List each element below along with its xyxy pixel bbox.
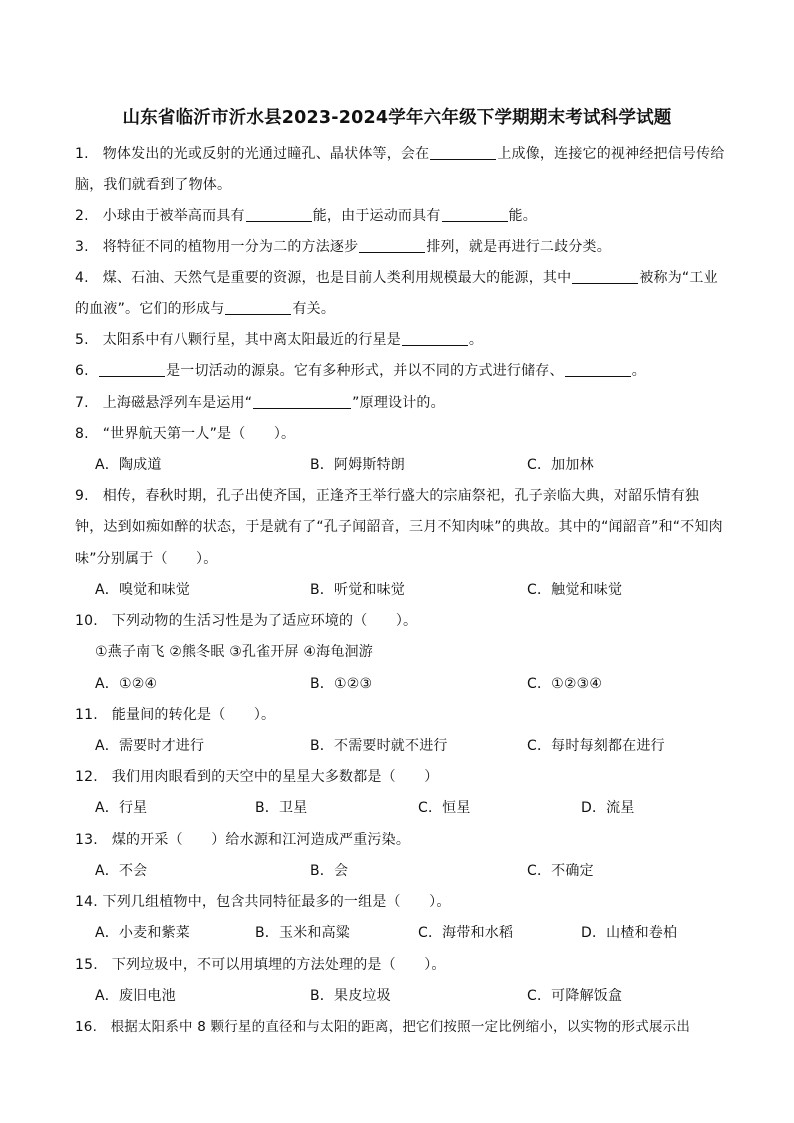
- question-text: 根据太阳系中 8 颗行星的直径和与太阳的距离，把它们按照一定比例缩小，以实物的形式展示出: [110, 1019, 691, 1035]
- question-number: 10.: [75, 613, 98, 629]
- answer-blank[interactable]: [253, 394, 351, 409]
- question-number: 13.: [75, 832, 98, 848]
- question-text: 能量间的转化是（ ）。: [111, 707, 276, 723]
- option-a[interactable]: A．嗅觉和味觉: [95, 582, 190, 598]
- question-text: ”原理设计的。: [352, 395, 445, 411]
- question-text: 被称为“工业: [639, 270, 718, 286]
- exam-title: 山东省临沂市沂水县2023-2024学年六年级下学期期末考试科学试题: [122, 108, 672, 128]
- option-b[interactable]: B．①②③: [310, 676, 373, 692]
- question-13: [75, 830, 410, 850]
- question-5: [75, 330, 483, 350]
- question-11: [75, 705, 275, 725]
- answer-blank[interactable]: [402, 331, 468, 346]
- option-a[interactable]: A．不会: [95, 863, 148, 879]
- question-text: 我们用肉眼看到的天空中的星星大多数都是（ ）: [111, 769, 439, 785]
- question-number: 7.: [75, 395, 89, 411]
- question-15: [75, 955, 446, 975]
- question-text: 下列动物的生活习性是为了适应环境的（ ）。: [111, 613, 418, 629]
- question-16: [75, 1017, 690, 1037]
- question-text: 相传，春秋时期，孔子出使齐国，正逢齐王举行盛大的宗庙祭祀，孔子亲临大典，对韶乐情有独: [102, 488, 700, 504]
- option-b[interactable]: B．不需要时就不进行: [310, 738, 448, 754]
- option-c[interactable]: C．触觉和味觉: [527, 582, 623, 598]
- question-number: 2.: [75, 208, 89, 224]
- question-number: 8.: [75, 426, 89, 442]
- option-c[interactable]: C．恒星: [418, 800, 471, 816]
- option-b[interactable]: B．果皮垃圾: [310, 988, 391, 1004]
- question-12: [75, 767, 438, 787]
- question-number: 4.: [75, 270, 89, 286]
- question-8: [75, 424, 295, 444]
- question-text: 上海磁悬浮列车是运用“: [102, 395, 253, 411]
- option-b[interactable]: B．听觉和味觉: [310, 582, 406, 598]
- question-number: 3.: [75, 239, 89, 255]
- question-9: [75, 486, 699, 506]
- question-number: 6.: [75, 363, 89, 379]
- option-a[interactable]: A．①②④: [95, 676, 158, 692]
- answer-blank[interactable]: [442, 207, 508, 222]
- option-d[interactable]: D．山楂和卷柏: [581, 925, 678, 941]
- question-text: 小球由于被举高而具有: [102, 208, 245, 224]
- option-a[interactable]: A．需要时才进行: [95, 738, 205, 754]
- option-c[interactable]: C．①②③④: [527, 676, 603, 692]
- question-text: 物体发出的光或反射的光通过瞳孔、晶状体等，会在: [102, 146, 430, 162]
- option-a[interactable]: A．小麦和紫菜: [95, 925, 190, 941]
- question-text: 有关。: [292, 301, 336, 317]
- question-4: [75, 268, 718, 288]
- question-text: 煤的开采（ ）给水源和江河造成严重污染。: [111, 832, 411, 848]
- option-c[interactable]: C．海带和水稻: [418, 925, 514, 941]
- question-text: 排列，就是再进行二歧分类。: [426, 239, 611, 255]
- question-number: 16.: [75, 1019, 98, 1035]
- answer-blank[interactable]: [430, 145, 496, 160]
- question-text: 太阳系中有八颗行星，其中离太阳最近的行星是: [102, 332, 401, 348]
- question-10-items: ①燕子南飞 ②熊冬眠 ③孔雀开屏 ④海龟洄游: [95, 644, 373, 660]
- option-c[interactable]: C．每时每刻都在进行: [527, 738, 665, 754]
- question-3: [75, 237, 611, 257]
- answer-blank[interactable]: [359, 238, 425, 253]
- question-number: 11.: [75, 707, 98, 723]
- question-text: 能，由于运动而具有: [312, 208, 441, 224]
- option-a[interactable]: A．废旧电池: [95, 988, 176, 1004]
- option-b[interactable]: B．卫星: [255, 800, 308, 816]
- answer-blank[interactable]: [565, 362, 631, 377]
- question-text: 。: [631, 363, 646, 379]
- question-number: 12.: [75, 769, 98, 785]
- question-text: 煤、石油、天然气是重要的资源，也是目前人类利用规模最大的能源，其中: [102, 270, 572, 286]
- question-number: 5.: [75, 332, 89, 348]
- question-number: 15.: [75, 957, 98, 973]
- question-text: 能。: [508, 208, 537, 224]
- option-a[interactable]: A．行星: [95, 800, 148, 816]
- question-14: [75, 892, 451, 912]
- question-1: [75, 144, 725, 164]
- question-4-continued: [75, 299, 335, 319]
- option-a[interactable]: A．陶成道: [95, 457, 162, 473]
- question-9-line-3: 味”分别属于（ ）。: [75, 551, 218, 567]
- question-text: 将特征不同的植物用一分为二的方法逐步: [102, 239, 359, 255]
- question-2: [75, 206, 537, 226]
- question-text: 的血液”。它们的形成与: [75, 301, 225, 317]
- question-text: 下列垃圾中，不可以用填埋的方法处理的是（ ）。: [111, 957, 446, 973]
- answer-blank[interactable]: [225, 300, 291, 315]
- question-10: [75, 611, 417, 631]
- question-text: “世界航天第一人”是（ ）。: [102, 426, 296, 442]
- question-6: [75, 361, 646, 381]
- option-b[interactable]: B．阿姆斯特朗: [310, 457, 406, 473]
- answer-blank[interactable]: [99, 362, 165, 377]
- answer-blank[interactable]: [572, 269, 638, 284]
- question-number: 9.: [75, 488, 89, 504]
- question-text: 是一切活动的源泉。它有多种形式，并以不同的方式进行储存、: [166, 363, 564, 379]
- question-1-continued: 脑，我们就看到了物体。: [75, 177, 232, 193]
- option-d[interactable]: D．流星: [581, 800, 635, 816]
- question-text: 。: [468, 332, 484, 348]
- question-7: [75, 393, 445, 413]
- option-c[interactable]: C．加加林: [527, 457, 594, 473]
- question-9-line-2: 钟，达到如痴如醉的状态，于是就有了“孔子闻韶音，三月不知肉味”的典故。其中的“闻韶音”和“不知肉: [75, 519, 723, 535]
- question-number: 1.: [75, 146, 89, 162]
- option-b[interactable]: B．玉米和高粱: [255, 925, 351, 941]
- option-b[interactable]: B．会: [310, 863, 349, 879]
- question-text: 下列几组植物中，包含共同特征最多的一组是（ ）。: [102, 894, 451, 910]
- answer-blank[interactable]: [246, 207, 312, 222]
- option-c[interactable]: C．可降解饭盒: [527, 988, 623, 1004]
- question-text: 上成像，连接它的视神经把信号传给: [497, 146, 725, 162]
- option-c[interactable]: C．不确定: [527, 863, 594, 879]
- question-number: 14.: [75, 894, 98, 910]
